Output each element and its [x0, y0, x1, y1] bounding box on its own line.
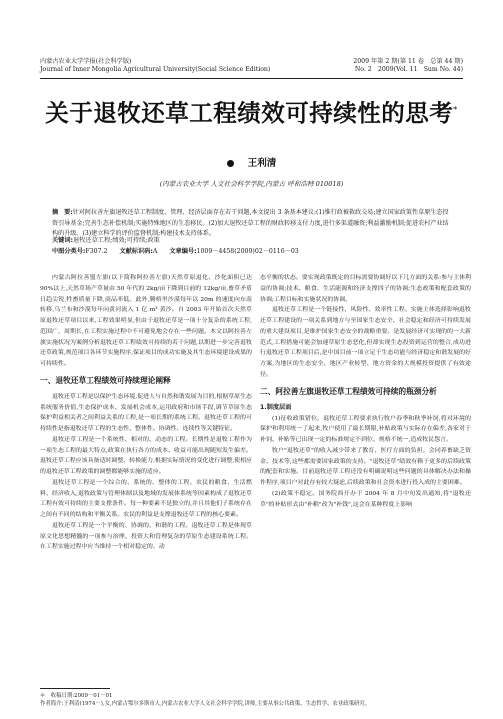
- issue-en: No. 2 2009(Vol. 11 Sum No. 44): [354, 66, 463, 73]
- abstract: [52, 208, 453, 240]
- section-1-heading: 一、退牧还草工程绩效可持续理论阐释: [40, 375, 171, 385]
- footnote: [40, 692, 473, 708]
- issue-cn: 2009 年第 2 期(第 11 卷 总第 44 期): [353, 58, 463, 65]
- title-footnote-mark: *: [453, 105, 458, 115]
- paragraph: 退牧还草工程是一个系统性、相对的、动态的工程。长期性是退牧工程作为一项生态工程的最大特点,政策在执行各方的成本、收益可能出现随短发生偏差。退牧还草工程应该具备适时调整、转换能力,根据实际情况的变化进行调整,使相应的退牧还草工程政策的调整都能够实施的适应。: [40, 435, 252, 475]
- title-text: 关于退牧还草工程绩效可持续性的思考: [45, 99, 454, 127]
- header-rule: [40, 78, 463, 79]
- paragraph: 退牧还草工程是一个平衡的、协调的、和谐的工程。退牧还草工程是体现草原文化思想精髓的一项参与治理、投资大和管理复杂的草原生态建设系统工程。在工程实施过程中应当维持一个相对稳定的、动: [40, 521, 252, 551]
- doccode-label: 文献标识码:: [119, 247, 153, 255]
- affiliation: (内蒙古农业大学 人文社会科学学院,内蒙古 呼和浩特 010018): [159, 180, 344, 188]
- intro-paragraph: 内蒙古阿拉善盟左旗(以下简称阿拉善左旗)天然草原退化、沙化面积已达 90%以上,天然草场产草量由 50 年代的 2kg/亩下降到目前的 12kg/亩,畜草矛盾日趋尖锐,牲畜质量下降,商品率低。此外,腾格里沙漠每年以 20m 的速度向东南转移,乌兰布和沙漠每年向黄河流入 1 亿 m³ 黄沙。自 2003 年开始首次天然草原退牧还草项目以来,工程效果明显,但由于退牧还草是一项十分复杂的系统工程,范围广、周期长,在工程实施过程中不可避免地会存在一些问题。本文以阿拉善左旗实施状况为案例分析退牧还草工程绩效可持续的若干问题,以期进一步完善退牧还草政策,规范项目各环节实施程序,保证项目的成功实施及其生态环境建设成果的可持续性。: [40, 274, 252, 367]
- section-2-heading: 二、阿拉善左旗退牧还草工程绩效可持续的瓶颈分析: [260, 386, 437, 396]
- abstract-text: 针对阿拉善左旗退牧还草工程制度、管理、经济层面存在若干问题,本文提出 3 条基本建议:(1)惟行政被救政交易;建立国家政策性草原生态投资引导基金;完善生态补偿机制;实施特殊地区的生态移民。(2)加大退牧还草工程的财政转移支付力度,进行多渠道融资;利益激励机制;促进农村产业结构的升级。(3)建立科学的评价监督机制;构建技术支持体系。: [52, 209, 449, 238]
- paragraph: (1)征收政策错位。退牧还草工程要求执行牧户春季和秋季补饲,将对环境的保护和利用统一了起来,牧户使用了最长期限,补贴政策与实际存在偏差,各家对于补饲、补贴等已出现一定的标准规定不到位、规格不统一,造成牧民怨言。: [260, 414, 471, 443]
- artno-label: 文章编号:: [169, 247, 197, 255]
- keywords-line: [52, 236, 453, 247]
- abstract-label: 摘 要:: [52, 209, 73, 216]
- journal-name-cn: 内蒙古农业大学学报(社会科学版): [40, 58, 132, 65]
- paragraph: 退牧还草工程是以保护生态环境,促进人与自然和谐发展为目的,根据草原生态系统服务价值,生态保护成本、发展机会成本,运用政府和市场手段,调节草原生态保护利益相关者之间利益关系的工程,是一项长期的系统工程。退牧还草工程的可持续性是指退牧还草工程的生态性、整体性、协调性、连续性等关键特征。: [40, 392, 252, 432]
- keywords: 退牧还草工程;绩效;可持续;政策: [73, 237, 160, 244]
- journal-name-en: Journal of Inner Mongolia Agricultural University(Social Science Edition): [40, 66, 271, 73]
- class-label: 中图分类号:: [52, 247, 86, 255]
- doccode-value: A: [152, 247, 158, 255]
- paragraph: 牧户"退牧还草"的收入减少带来了教育、医疗方面的负担。会同养畜缺乏资金、技术等,这些都需要国家政策的支持。"退牧还草"绩效有赖于更多的后续政策的配套和实施。目前退牧还草工程还没有明确说明这些问题的具体解决办法和操作程序,项目户对此存有较大疑虑,后续政策和社会资本进行投入成的主要困难。: [260, 446, 471, 486]
- classification-line: [52, 247, 453, 258]
- issue-info: [273, 58, 463, 74]
- author-bio: 作者简介:王利清(1974－),女,内蒙古鄂尔多斯市人,内蒙古农业大学人文社会科学学院,讲师,主要从事公共政策、生态哲学、农业政策研究。: [40, 701, 371, 707]
- left-column: [40, 273, 252, 553]
- author-line: [0, 155, 503, 169]
- subsection-heading: 1.制度层面: [260, 403, 292, 411]
- footnote-rule: [40, 688, 110, 689]
- journal-name: [40, 58, 300, 74]
- right-column: [260, 273, 471, 510]
- author-name: 王利清: [247, 158, 277, 169]
- keywords-label: 关键词:: [52, 237, 74, 244]
- bullet-icon: [227, 160, 234, 167]
- paragraph: 态平衡的状态。要实现政策既定的目标需要协调好以下几方面的关系:参与主体利益的协调;技术、粮食、生活能源和经济支撑四子的协调;生态政策和配套政策的协调;工程目标和实施状况的协调。: [260, 274, 471, 303]
- paragraph: 退牧还草工程是一个链接性、风险性、效率性工程。实施主体选择影响退牧还草工程建设的一项关系到地方与至国家生态安全、社会稳定和经济可持续发展的重大建设项目,是维护国家生态安全的战略重要。是发展经济可实现的的一大新范式,工程措施可能会加速草原生态恶化,但却实现生态投资到运营的整合,成功进行退牧还草工程项目后,是中国目前一项立足于生态功能与经济稳定和谐发展的好方案,为地区的生态安全、地区产业转型、地方资金的大规模投资提供了有效途径。: [260, 306, 471, 378]
- received-date: ＊ 收稿日期:2009－01－01: [40, 693, 113, 699]
- article-title: [20, 94, 483, 128]
- class-value: F307.2: [85, 247, 108, 255]
- paragraph: (2)政策不稳定。国务院西开办于 2004 年 8 月中旬发出通知,将"退牧还草"的补贴形式由"补粮"改为"补钱",这会在某种程度上影响: [260, 489, 471, 508]
- article-meta: [52, 236, 453, 257]
- paragraph: 退牧还草工程是一个综合的、系统的、整体的工程。农民的粮食、生活燃料、经济收入,退牧政策与管理体制以及地域的发展体系统等因素构成了退牧还草工程有效可持续的主要支撑条件。每一种要素不是独立的,并且其他们子系统存在之间有不同的结构和平衡关系。农民的利益是支撑退牧还草工程的核心要素。: [40, 478, 252, 518]
- artno-value: 1009－4458(2009)02－0116－03: [196, 247, 299, 255]
